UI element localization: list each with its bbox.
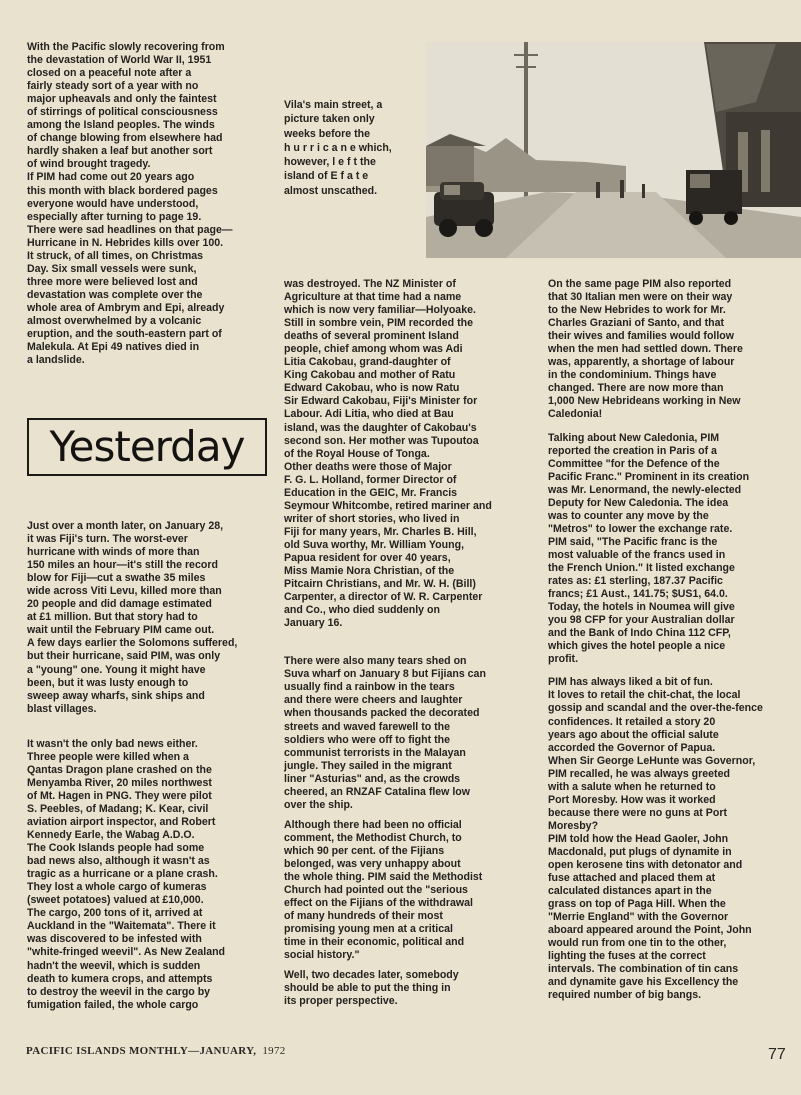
street-scene-image xyxy=(426,42,801,258)
column-1-lower xyxy=(27,520,267,1012)
section-heading: Yesterday xyxy=(49,422,245,471)
photo-caption: Vila's main street, a picture taken only weeks before the h u r r i c a n e which, however, l e f t the island of E f a t e almost unscathed. xyxy=(284,99,392,197)
methodist-church-paragraph: Although there had been no official comment, the Methodist Church, to which 90 per cent. of the Fijians belonged, was very unhappy about the whole thing. PIM said the Methodist Church had pointed out the "serious effect on the Fijians of the withdrawal of many hundreds of their most promising young men at a critical time in their economic, political and social history." xyxy=(284,818,483,962)
intro-paragraph: With the Pacific slowly recovering from the devastation of World War II, 1951 closed on a peaceful note after a fairly steady sort of a year with no major upheavals and only the faintest of stirrings of political consciousness among the Island peoples. The winds of change blowing from elsewhere had hardly shaken a leaf but another sort of wind brought tragedy. If PIM had come out 20 years ago this month with black bordered pages everyone would have understood, especially after turning to page 19. There were sad headlines on that page— Hurricane in N. Hebrides kills over 100. It struck, of all times, on Christmas Day. Six small vessels were sunk, three more were believed lost and devastation was complete over the whole area of Ambrym and Epi, already almost overwhelmed by a volcanic eruption, and the south-eastern part of Malekula. At Epi 49 natives died in a landslide. xyxy=(27,41,233,367)
suva-wharf-paragraph: There were also many tears shed on Suva wharf on January 8 but Fijians can usually find a rainbow in the tears and there were cheers and laughter when thousands packed the decorated streets and waved farewell to the soldiers who were off to fight the communist terrorists in the Malayan jungle. They sailed in the migrant liner "Asturias" and, as the crowds cheered, an RNZAF Catalina flew low over the ship. xyxy=(284,655,486,811)
page-number: 77 xyxy=(768,1046,786,1063)
page-footer xyxy=(26,1045,286,1057)
publication-name: PACIFIC ISLANDS MONTHLY—JANUARY, xyxy=(26,1045,257,1057)
section-heading-box xyxy=(27,418,267,476)
column-2 xyxy=(284,278,528,1008)
column-1 xyxy=(27,41,267,367)
italian-workers-paragraph: On the same page PIM also reported that 30 Italian men were on their way to the New Hebrides to work for Mr. Charles Graziani of Santo, and that their wives and families would follow when the men had settled down. There was, apparently, a shortage of labour in the condominium. Things have changed. There are now more than 1,000 New Hebrideans working in New Caledonia! xyxy=(548,278,743,421)
column-3 xyxy=(548,278,790,1003)
fiji-hurricane-paragraph: Just over a month later, on January 28, it was Fiji's turn. The worst-ever hurricane with winds of more than 150 miles an hour—it's still the record blow for Fiji—cut a swathe 35 miles wide across Viti Levu, killed more than 20 people and did damage estimated at £1 million. But that story had to wait until the February PIM came out. A few days earlier the Solomons suffered, but their hurricane, said PIM, was only a "young" one. Young it might have been, but it was lusty enough to sweep away wharfs, sink ships and blast villages. xyxy=(27,520,238,715)
plane-crash-paragraph: It wasn't the only bad news either. Three people were killed when a Qantas Dragon plane crashed on the Menyamba River, 20 miles northwest of Mt. Hagen in PNG. They were pilot S. Peebles, of Madang; K. Kear, civil aviation airport inspector, and Robert Kennedy Earle, the Wabag A.D.O. The Cook Islands people had some bad news also, although it wasn't as tragic as a hurricane or a plane crash. They lost a whole cargo of kumeras (sweet potatoes) valued at £10,000. The cargo, 200 tons of it, arrived at Auckland in the "Waitemata". There it was discovered to be infested with "white-fringed weevil". As New Zealand hadn't the weevil, which is sudden death to kumera crops, and attempts to destroy the weevil in the cargo by fumigation failed, the whole cargo xyxy=(27,737,226,1011)
publication-year: 1972 xyxy=(262,1045,286,1057)
holyoake-paragraph: was destroyed. The NZ Minister of Agriculture at that time had a name which is now very familiar—Holyoake. Still in sombre vein, PIM recorded the deaths of several prominent Island people, chief among whom was Adi Litia Cakobau, grand-daughter of King Cakobau and mother of Ratu Edward Cakobau, who is now Ratu Sir Edward Cakobau, Fiji's Minister for Labour. Adi Litia, who died at Bau island, was the daughter of Cakobau's second son. Her mother was Tupoutoa of the Royal House of Tonga. Other deaths were those of Major F. G. L. Holland, former Director of Education in the GEIC, Mr. Francis Seymour Whitcombe, retired mariner and writer of short stories, who lived in Fiji for many years, Mr. Charles B. Hill, old Suva worthy, Mr. William Young, Papua resident for over 40 years, Miss Mamie Nora Christian, of the Pitcairn Christians, and Mr. W. H. (Bill) Carpenter, a director of W. R. Carpenter and Co., who died suddenly on January 16. xyxy=(284,278,492,630)
pacific-franc-paragraph: Talking about New Caledonia, PIM reported the creation in Paris of a Committee "for the Defence of the Pacific Franc." Prominent in its creation was Mr. Lenormand, the newly-elected Deputy for New Caledonia. The idea was to counter any move by the "Metros" to lower the exchange rate. PIM said, "The Pacific franc is the most valuable of the francs used in the French Union." It listed exchange rates as: £1 sterling, 187.37 Pacific francs; £1 Aust., 141.75; $US1, 64.0. Today, the hotels in Noumea will give you 98 CFP for your Australian dollar and the Bank of Indo China 112 CFP, which gives the hotel people a nice profit. xyxy=(548,431,750,666)
perspective-paragraph: Well, two decades later, somebody should be able to put the thing in its proper perspective. xyxy=(284,969,459,1008)
papua-salute-paragraph: PIM has always liked a bit of fun. It loves to retail the chit-chat, the local gossip and scandal and the over-the-fence confidences. It retailed a story 20 years ago about the official salute accorded the Governor of Papua. When Sir George LeHunte was Governor, PIM recalled, he was always greeted with a salute when he returned to Port Moresby. How was it worked because there were no guns at Port Moresby? PIM told how the Head Gaoler, John Macdonald, put plugs of dynamite in open kerosene tins with detonator and fuse attached and placed them at calculated distances apart in the grass on top of Paga Hill. When the "Merrie England" with the Governor aboard appeared around the Point, John would run from one tin to the other, lighting the fuses at the correct intervals. The combination of tin cans and dynamite gave his Excellency the required number of big bangs. xyxy=(548,676,763,1002)
vila-street-photo xyxy=(426,42,801,258)
